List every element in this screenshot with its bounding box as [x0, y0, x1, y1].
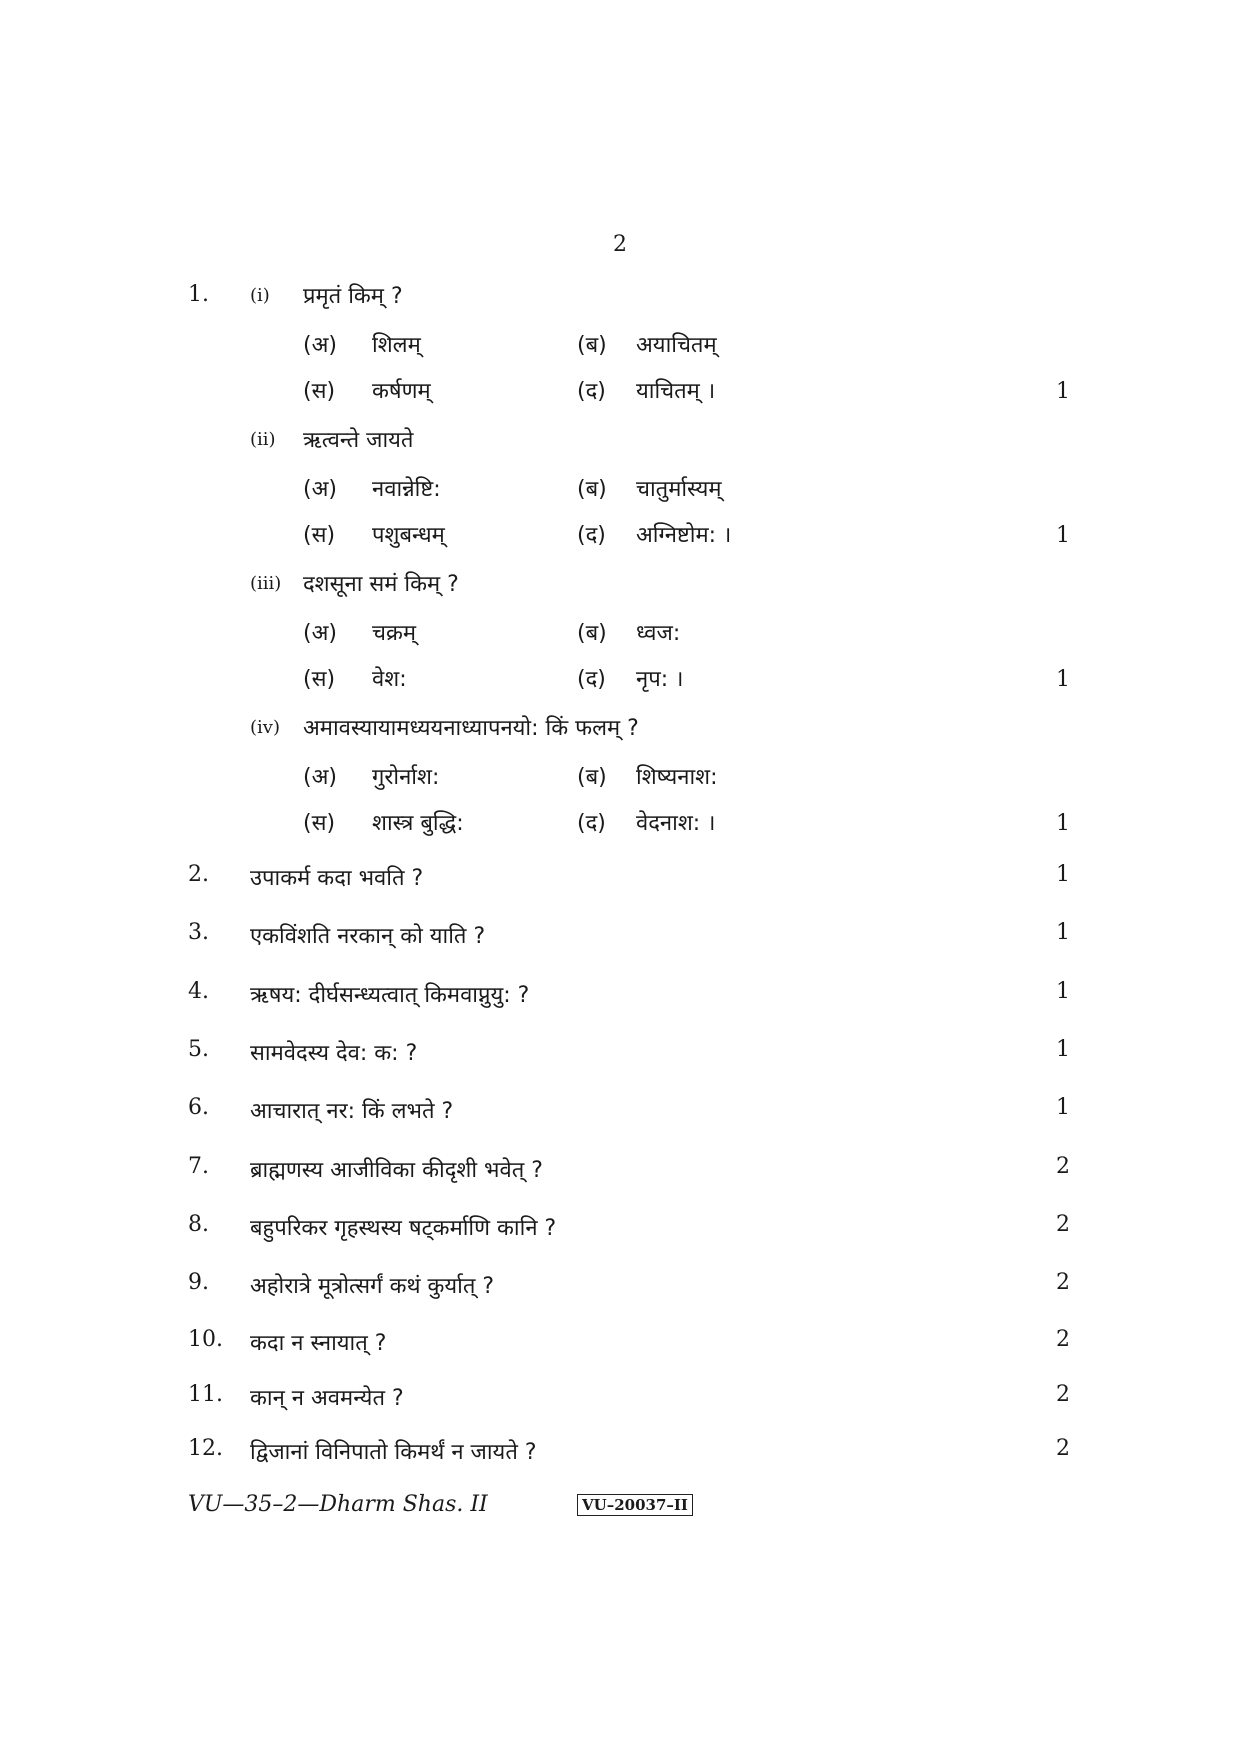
question-text: कान् न अवमन्येत ?: [250, 1386, 404, 1411]
question-row: [0, 920, 1240, 960]
option-letter: (ब): [577, 333, 607, 358]
question-number: 3.: [188, 920, 209, 945]
sub-question-number: (iv): [250, 717, 280, 738]
question-text: बहुपरिकर गृहस्थस्य षट्कर्माणि कानि ?: [250, 1216, 557, 1241]
marks: 1: [1056, 1095, 1070, 1120]
question-row: [0, 1037, 1240, 1077]
sub-question-stem: दशसूना समं किम् ?: [303, 572, 459, 597]
question-row: [0, 1154, 1240, 1194]
question-row: [0, 979, 1240, 1019]
sub-question-stem: अमावस्यायामध्ययनाध्यापनयो: किं फलम् ?: [303, 716, 639, 741]
question-text: ऋषय: दीर्घसन्ध्यत्वात् किमवाप्नुयु: ?: [250, 983, 530, 1008]
question-text: अहोरात्रे मूत्रोत्सर्गं कथं कुर्यात् ?: [250, 1274, 495, 1299]
question-text: एकविंशति नरकान् को याति ?: [250, 924, 486, 949]
marks: 1: [1056, 979, 1070, 1004]
question-row: [0, 1212, 1240, 1252]
option-text: कर्षणम्: [372, 379, 431, 404]
question-number: 12.: [188, 1436, 223, 1461]
marks: 1: [1056, 1037, 1070, 1062]
marks: 1: [1056, 667, 1070, 692]
marks: 1: [1056, 920, 1070, 945]
option-letter: (अ): [303, 333, 337, 358]
option-text: शिष्यनाश:: [636, 765, 718, 790]
question-text: ब्राह्मणस्य आजीविका कीदृशी भवेत् ?: [250, 1158, 543, 1183]
footer-serial-code: VU–20037–II: [577, 1494, 693, 1516]
question-number: 5.: [188, 1037, 209, 1062]
question-row: [0, 1436, 1240, 1476]
question-number: 4.: [188, 979, 209, 1004]
question-number: 8.: [188, 1212, 209, 1237]
option-letter: (स): [303, 379, 336, 404]
option-letter: (द): [577, 379, 606, 404]
question-row: [0, 1382, 1240, 1422]
option-text: गुरोर्नाश:: [372, 765, 440, 790]
question-text: कदा न स्नायात् ?: [250, 1331, 387, 1356]
marks: 1: [1056, 862, 1070, 887]
option-text: वेदनाश: ।: [636, 811, 716, 836]
question-number: 7.: [188, 1154, 209, 1179]
option-letter: (अ): [303, 765, 337, 790]
marks: 1: [1056, 379, 1070, 404]
footer-paper-code: VU—35–2—Dharm Shas. II: [188, 1492, 488, 1517]
option-letter: (अ): [303, 477, 337, 502]
sub-question-number: (iii): [250, 573, 282, 594]
option-letter: (स): [303, 667, 336, 692]
sub-question-number: (i): [250, 285, 270, 306]
option-letter: (स): [303, 523, 336, 548]
question-number: 11.: [188, 1382, 223, 1407]
option-text: पशुबन्धम्: [372, 523, 445, 548]
option-letter: (ब): [577, 765, 607, 790]
marks: 2: [1056, 1327, 1070, 1352]
option-text: चातुर्मास्यम्: [636, 477, 722, 502]
option-text: शास्त्र बुद्धि:: [372, 811, 464, 836]
question-row: [0, 862, 1240, 902]
marks: 1: [1056, 811, 1070, 836]
option-text: नृप: ।: [636, 667, 684, 692]
question-row: [0, 1095, 1240, 1135]
marks: 2: [1056, 1212, 1070, 1237]
option-letter: (द): [577, 667, 606, 692]
question-number: 10.: [188, 1327, 223, 1352]
marks: 2: [1056, 1436, 1070, 1461]
page-number: 2: [613, 232, 627, 257]
option-text: ध्वज:: [636, 621, 681, 646]
marks: 2: [1056, 1154, 1070, 1179]
marks: 2: [1056, 1382, 1070, 1407]
option-letter: (द): [577, 523, 606, 548]
option-text: अयाचितम्: [636, 333, 717, 358]
option-letter: (स): [303, 811, 336, 836]
question-text: द्विजानां विनिपातो किमर्थं न जायते ?: [250, 1440, 537, 1465]
sub-question-number: (ii): [250, 429, 276, 450]
question-number: 1.: [188, 282, 209, 307]
question-row: [0, 1270, 1240, 1310]
option-text: नवान्नेष्टि:: [372, 477, 441, 502]
question-row: [0, 1327, 1240, 1367]
option-text: शिलम्: [372, 333, 421, 358]
marks: 2: [1056, 1270, 1070, 1295]
option-text: वेश:: [372, 667, 407, 692]
sub-question-stem: प्रमृतं किम् ?: [303, 284, 403, 309]
option-letter: (ब): [577, 621, 607, 646]
marks: 1: [1056, 523, 1070, 548]
option-letter: (द): [577, 811, 606, 836]
question-number: 2.: [188, 862, 209, 887]
option-text: याचितम् ।: [636, 379, 716, 404]
question-text: उपाकर्म कदा भवति ?: [250, 866, 424, 891]
question-number: 9.: [188, 1270, 209, 1295]
question-text: आचारात् नर: किं लभते ?: [250, 1099, 454, 1124]
option-text: चक्रम्: [372, 621, 417, 646]
sub-question-stem: ऋत्वन्ते जायते: [303, 428, 414, 453]
question-number: 6.: [188, 1095, 209, 1120]
option-letter: (अ): [303, 621, 337, 646]
option-letter: (ब): [577, 477, 607, 502]
question-text: सामवेदस्य देव: क: ?: [250, 1041, 418, 1066]
option-text: अग्निष्टोम: ।: [636, 523, 732, 548]
